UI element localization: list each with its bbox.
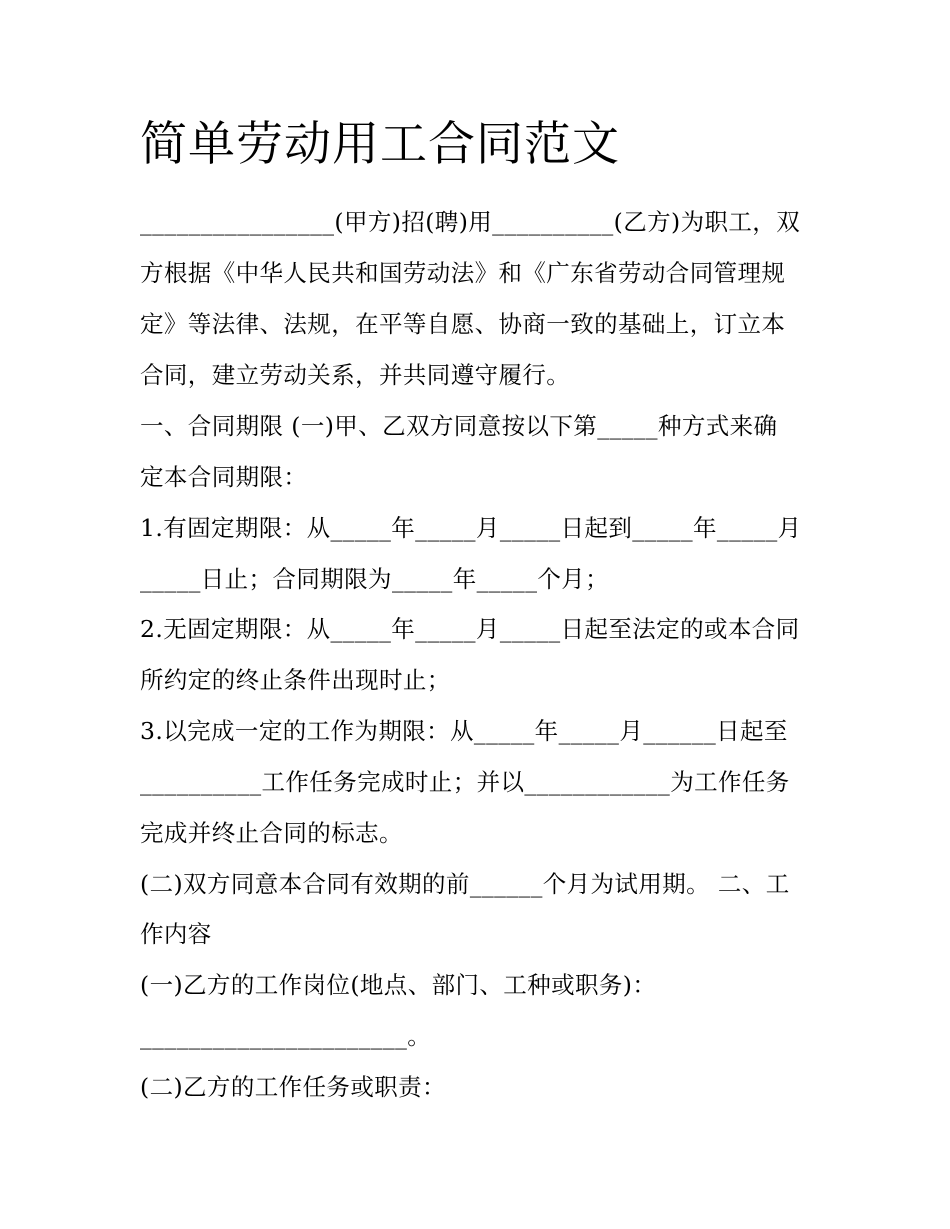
- body-line-1: ________________(甲方)招(聘)用__________(乙方)为职工，双: [140, 208, 801, 236]
- body-line-16: (一)乙方的工作岗位(地点、部门、工种或职务)：: [140, 971, 657, 999]
- body-line-2: 方根据《中华人民共和国劳动法》和《广东省劳动合同管理规: [140, 259, 786, 287]
- body-line-13: 完成并终止合同的标志。: [140, 819, 403, 847]
- body-line-17: ______________________。: [140, 1022, 432, 1050]
- body-line-5: 一、合同期限 (一)甲、乙双方同意按以下第_____种方式来确: [140, 412, 778, 440]
- body-line-18: (二)乙方的工作任务或职责：: [140, 1073, 446, 1101]
- body-line-9: 2.无固定期限：从_____年_____月_____日起至法定的或本合同: [140, 615, 800, 643]
- body-line-14: (二)双方同意本合同有效期的前______个月为试用期。 二、工: [140, 870, 790, 898]
- body-line-3: 定》等法律、法规，在平等自愿、协商一致的基础上，订立本: [140, 310, 786, 338]
- body-line-10: 所约定的终止条件出现时止；: [140, 666, 451, 694]
- body-line-15: 作内容: [140, 920, 212, 948]
- body-line-11: 3.以完成一定的工作为期限：从_____年_____月______日起至: [140, 717, 788, 745]
- body-line-4: 合同，建立劳动关系，并共同遵守履行。: [140, 361, 571, 389]
- document-title: 简单劳动用工合同范文: [140, 117, 620, 172]
- body-line-6: 定本合同期限：: [140, 463, 308, 491]
- body-line-8: _____日止；合同期限为_____年_____个月；: [140, 565, 610, 593]
- body-line-12: __________工作任务完成时止；并以____________为工作任务: [140, 768, 790, 796]
- body-line-7: 1.有固定期限：从_____年_____月_____日起到_____年_____月: [140, 514, 802, 542]
